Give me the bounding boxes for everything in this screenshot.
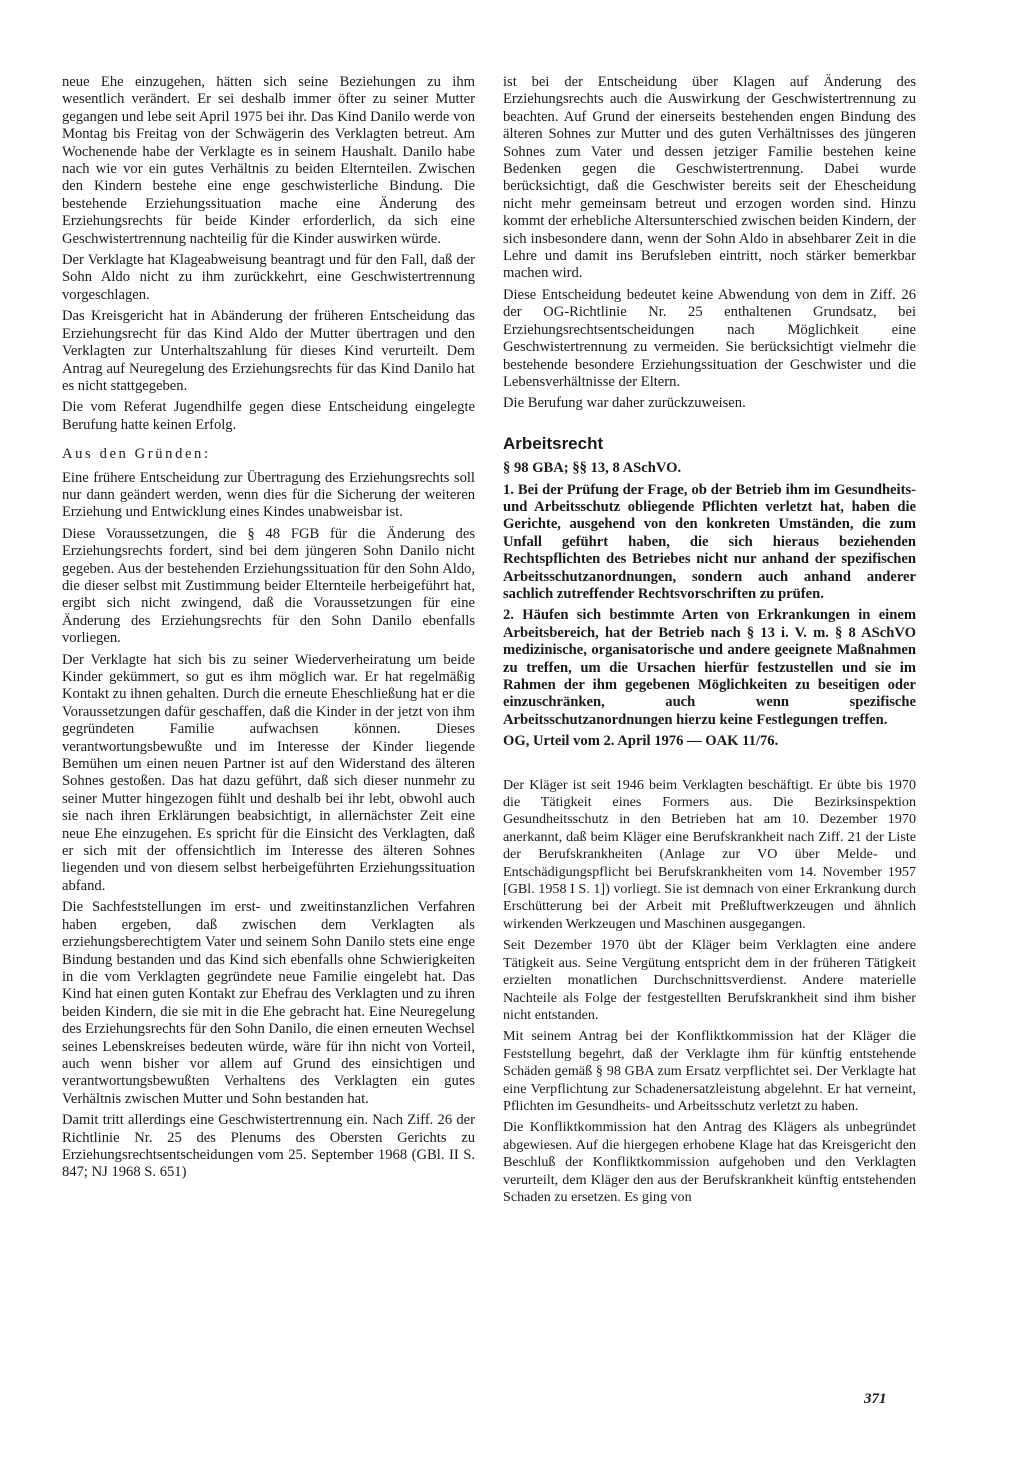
paragraph: Die Konfliktkommission hat den Antrag des Klägers als unbegründet abgewiesen. Auf die hiergegen erhobene Klage hat das Kreisgericht den Beschluß der Konfliktkommission aufgehoben und den Verklagten verurteilt, dem Kläger den aus der Berufskrankheit künftig entstehenden Schaden zu ersetzen. Es ging von	[503, 1119, 916, 1205]
statute-reference: § 98 GBA; §§ 13, 8 ASchVO.	[503, 460, 682, 477]
reasons-heading: Aus den Gründen:	[62, 446, 211, 463]
case-text	[503, 777, 916, 1207]
paragraph: Mit seinem Antrag bei der Konfliktkommission hat der Kläger die Feststellung begehrt, daß der Verklagte ihm für künftig entstehende Schäden gemäß § 98 GBA zum Ersatz verpflichtet sei. Der Verklagte hat eine Verpflichtung zur Schadenersatzleistung abgelehnt. Er hat verneint, Pflichten im Gesundheits- und Arbeitsschutz verletzt zu haben.	[503, 1028, 916, 1114]
page-number: 371	[864, 1391, 887, 1407]
paragraph: ist bei der Entscheidung über Klagen auf Änderung des Erziehungsrechts auch die Auswirkung der Geschwistertrennung zu beachten. Auf Grund der einerseits bestehenden engen Bindung des älteren Sohnes zur Mutter und des guten Verhältnisses des jüngeren Sohnes zum Vater und dessen jetziger Familie bestehen keine Bedenken gegen die Geschwistertrennung. Dabei wurde berücksichtigt, daß die Geschwister bereits seit der Ehescheidung nicht mehr gemeinsam betreut und erzogen worden sind. Hinzu kommt der erhebliche Altersunterschied zwischen beiden Kindern, der sich insbesondere dann, wenn der Sohn Aldo in absehbarer Zeit in die Lehre und damit ins Berufsleben eintritt, noch stärker bemerkbar machen wird.	[503, 74, 916, 282]
section-title: Arbeitsrecht	[503, 433, 604, 453]
case-reference: OG, Urteil vom 2. April 1976 — OAK 11/76.	[503, 733, 779, 750]
paragraph: Der Verklagte hat sich bis zu seiner Wiederverheiratung um beide Kinder gekümmert, so gut es ihm möglich war. Er hat regelmäßig Kontakt zu ihnen gehalten. Durch die erneute Eheschließung hat er die Voraussetzungen dafür geschaffen, daß die Kinder in der jetzt von ihm gegründeten Familie aufwachsen können. Dieses verantwortungsbewußte und im Interesse der Kinder liegende Bemühen um einen neuen Partner ist auf den Widerstand des älteren Sohnes gestoßen. Das hat dazu geführt, daß sich dieser nunmehr zu seiner Mutter hingezogen fühlt und deshalb bei ihr lebt, obwohl auch sie nach ihren Erklärungen beabsichtigt, in allernächster Zeit eine neue Ehe einzugehen. Es spricht für die Einsicht des Verklagten, daß er sich mit der offensichtlich im Interesse des älteren Sohnes liegenden und von diesem selbst herbeigeführten Erziehungssituation abfand.	[62, 651, 475, 894]
paragraph: neue Ehe einzugehen, hätten sich seine Beziehungen zu ihm wesentlich verändert. Er sei deshalb immer öfter zu seiner Mutter gegangen und lebe seit April 1975 bei ihr. Das Kind Danilo werde von Montag bis Freitag von der Schwägerin des Verklagten betreut. Am Wochenende habe der Verklagte es in seinem Haushalt. Danilo habe nach wie vor ein gutes Verhältnis zu beiden Elternteilen. Zwischen den Kindern bestehe eine enge geschwisterliche Bindung. Die bestehende Erziehungssituation mache eine Änderung des Erziehungsrechts für beide Kinder erforderlich, da sich eine Geschwistertrennung nachteilig für die Kinder auswirken würde.	[62, 74, 475, 247]
paragraph: Die vom Referat Jugendhilfe gegen diese Entscheidung eingelegte Berufung hatte keinen Erfolg.	[62, 399, 475, 433]
paragraph: Damit tritt allerdings eine Geschwistertrennung ein. Nach Ziff. 26 der Richtlinie Nr. 25 des Plenums des Obersten Gerichts zu Erziehungsrechtsentscheidungen vom 25. September 1968 (GBl. II S. 847; NJ 1968 S. 651)	[62, 1112, 475, 1181]
paragraph: Der Kläger ist seit 1946 beim Verklagten beschäftigt. Er übte bis 1970 die Tätigkeit eines Formers aus. Die Bezirksinspektion Gesundheitsschutz in den Betrieben hat am 10. Dezember 1970 anerkannt, daß beim Kläger eine Berufskrankheit nach Ziff. 21 der Liste der Berufskrankheiten (Anlage zur VO über Melde- und Entschädigungspflicht bei Berufskrankheiten vom 14. November 1957 [GBl. 1958 I S. 1]) vorliegt. Sie ist demnach von einer Erkrankung durch Erschütterung bei der Arbeit mit Preßluftwerkzeugen und ähnlich wirkenden Werkzeugen und Maschinen ausgegangen.	[503, 776, 916, 932]
paragraph: Die Sachfeststellungen im erst- und zweitinstanzlichen Verfahren haben ergeben, daß zwischen dem Verklagten als erziehungsberechtigtem Vater und seinem Sohn Danilo stets eine enge Bindung bestanden und das Kind sich ebenfalls ohne Schwierigkeiten in die vom Verklagten gegründete neue Familie eingelebt hat. Das Kind hat einen guten Kontakt zur Ehefrau des Verklagten und zu ihren beiden Kindern, die sie mit in die Ehe gebracht hat. Eine Neuregelung des Erziehungsrechts für den Sohn Danilo, die einen erneuten Wechsel seines Lebenskreises bedeuten würde, wäre für ihn nicht von Vorteil, auch wenn bisher vor allem auf Grund des einsichtigen und verantwortungsbewußten Verhaltens des Verklagten ein gutes Verhältnis zwischen Mutter und Sohn bestanden hat.	[62, 899, 475, 1107]
paragraph: Der Verklagte hat Klageabweisung beantragt und für den Fall, daß der Sohn Aldo nicht zu ihm zurückkehrt, eine Geschwistertrennung vorgeschlagen.	[62, 252, 475, 303]
right-column	[503, 74, 916, 1210]
paragraph: Das Kreisgericht hat in Abänderung der früheren Entscheidung das Erziehungsrecht für das Kind Aldo der Mutter übertragen und den Verklagten zur Unterhaltszahlung für dieses Kind verurteilt. Dem Antrag auf Neuregelung des Erziehungsrechts für das Kind Danilo hat es nicht stattgegeben.	[62, 308, 475, 394]
headnote-1: 1. Bei der Prüfung der Frage, ob der Betrieb ihm im Gesundheits- und Arbeitsschutz obliegende Pflichten verletzt hat, haben die Gerichte, ausgehend von den konkreten Umständen, die zum Unfall geführt haben, die sich hieraus beziehenden Rechtspflichten des Betriebes nicht nur anhand der spezifischen Arbeitsschutzanordnungen, sondern auch anhand anderer sachlich zutreffender Rechtsvorschriften zu prüfen.	[503, 481, 916, 602]
paragraph: Die Berufung war daher zurückzuweisen.	[503, 395, 746, 412]
paragraph: Eine frühere Entscheidung zur Übertragung des Erziehungsrechts soll nur dann geändert werden, wenn dies für die Sicherung der weiteren Erziehung und Entwicklung eines Kindes unabweisbar ist.	[62, 469, 475, 521]
headnote-2: 2. Häufen sich bestimmte Arten von Erkrankungen in einem Arbeitsbereich, hat der Betrieb nach § 13 i. V. m. § 8 ASchVO medizinische, organisatorische und andere geeignete Maßnahmen zu treffen, um die Ursachen hierfür festzustellen und sie im Rahmen der ihm gegebenen Möglichkeiten zu beseitigen oder einzuschränken, auch wenn spezifische Arbeitsschutzanordnungen hierzu keine Festlegungen treffen.	[503, 607, 916, 728]
paragraph: Diese Voraussetzungen, die § 48 FGB für die Änderung des Erziehungsrechts fordert, sind bei dem jüngeren Sohn Danilo nicht gegeben. Aus der bestehenden Erziehungssituation für den Sohn Aldo, die dieser selbst mit Zustimmung beider Elternteile herbeigeführt hat, ergibt sich nicht zwingend, daß die Voraussetzungen für eine Änderung des Erziehungsrechts für den Sohn Danilo ebenfalls vorliegen.	[62, 525, 475, 647]
left-column	[62, 74, 475, 1186]
paragraph: Seit Dezember 1970 übt der Kläger beim Verklagten eine andere Tätigkeit aus. Seine Vergütung entspricht dem in der früheren Tätigkeit erzielten monatlichen Durchschnittsverdienst. Andere materielle Nachteile als Folge der festgestellten Berufskrankheit sind ihm bisher nicht entstanden.	[503, 937, 916, 1023]
paragraph: Diese Entscheidung bedeutet keine Abwendung von dem in Ziff. 26 der OG-Richtlinie Nr. 25 enthaltenen Grundsatz, bei Erziehungsrechtsentscheidungen nach Möglichkeit eine Geschwistertrennung zu vermeiden. Sie berücksichtigt vielmehr die bestehende besondere Erziehungssituation der Geschwister und die Lebensverhältnisse der Eltern.	[503, 286, 916, 390]
